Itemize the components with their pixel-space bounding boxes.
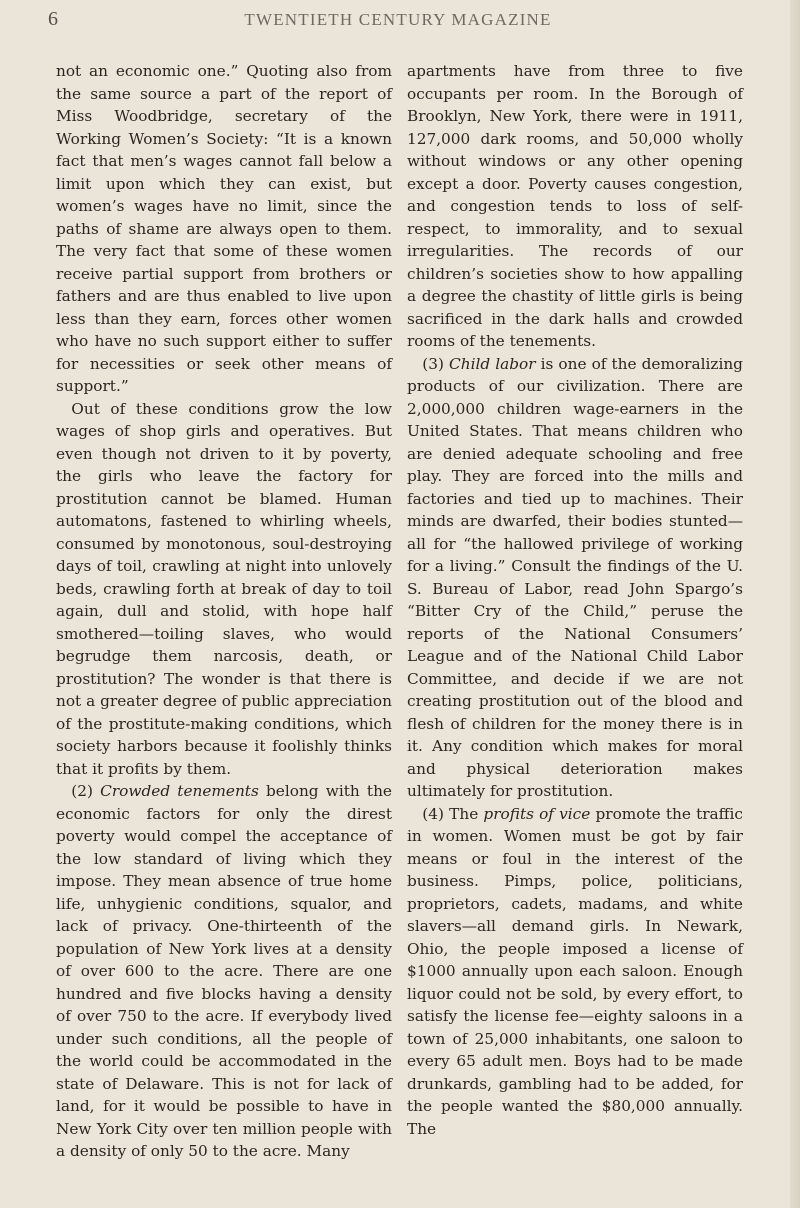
page-edge: [790, 0, 800, 1208]
page-header: [48, 8, 748, 36]
right-paragraph-3-text: promote the traffic in women. Women must be got by fair means or foul in the interest of the business. Pimps, police, politicians, proprietors, cadets, madams, and white slavers—all demand girls. In Newark, Ohio, the people imposed a license of $1000 annually upon each saloon. Enough liquor could not be sold, by every effort, to satisfy the license fee—eighty saloons in a town of 25,000 inhabitants, one saloon to every 65 adult men. Boys had to be made drunkards, gambling had to be added, for the people wanted the $80,000 annually. The: [407, 804, 743, 1138]
running-head: TWENTIETH CENTURY MAGAZINE: [244, 10, 552, 29]
page-number: 6: [48, 8, 58, 30]
right-paragraph-2: [407, 353, 743, 803]
left-paragraph-2: Out of these conditions grow the low wages of shop girls and operatives. But even though not driven to it by poverty, the girls who leave the factory for prostitution cannot be blamed. Human automatons, fastened to whirling wheels, consumed by monotonous, soul-destroying days of toil, crawling at night into unlovely beds, crawling forth at break of day to toil again, dull and stolid, with hope half smothered—toiling slaves, who would begrudge them narcosis, death, or prostitution? The wonder is that there is not a greater degree of public appreciation of the prostitute-making conditions, which society harbors because it foolishly thinks that it profits by them.: [56, 399, 392, 778]
left-paragraph-1: not an economic one.” Quoting also from the same source a part of the report of Miss Woodbridge, secretary of the Working Women’s Society: “It is a known fact that men’s wages cannot fall below a limit upon which they can exist, but women’s wages have no limit, since the paths of shame are always open to them. The very fact that some of these women receive partial support from brothers or fathers and are thus enabled to live upon less than they earn, forces other women who have no such support either to suffer for necessities or seek other means of support.”: [56, 62, 392, 395]
left-paragraph-3-text: belong with the economic factors for only the direst poverty would compel the acceptance of the low standard of living which they impose. They mean absence of true home life, unhygienic conditions, squalor, and lack of privacy. One-thirteenth of the population of New York lives at a density of over 600 to the acre. There are one hundred and five blocks having a density of over 750 to the acre. If everybody lived under such conditions, all the people of the world could be accommodated in the state of Delaware. This is not for lack of land, for it would be possible to have in New York City over ten million people with a density of only 50 to the acre. Many: [56, 782, 392, 1160]
left-paragraph-3: [56, 780, 392, 1163]
right-paragraph-3: [407, 803, 743, 1141]
left-column: [56, 60, 392, 1163]
crowded-tenements-heading: Crowded tenements: [100, 782, 259, 800]
right-column: [407, 60, 743, 1140]
profits-of-vice-heading: profits of vice: [483, 804, 591, 823]
item-number-2: (2): [71, 782, 93, 800]
right-paragraph-3-pre: The: [449, 804, 479, 823]
item-number-3: (3): [422, 354, 444, 373]
right-paragraph-1: apartments have from three to five occupants per room. In the Borough of Brooklyn, New York, there were in 1911, 127,000 dark rooms, and 50,000 wholly without windows or any other opening except a door. Poverty causes congestion, and congestion tends to loss of self-respect, to immorality, and to sexual irregularities. The records of our children’s societies show to how appalling a degree the chastity of little girls is being sacrificed in the dark halls and crowded rooms of the tenements.: [407, 62, 743, 350]
child-labor-heading: Child labor: [449, 354, 536, 373]
item-number-4: (4): [422, 804, 444, 823]
right-paragraph-2-text: is one of the demoralizing products of our civilization. There are 2,000,000 children wage-earners in the United States. That means children who are denied adequate schooling and free play. They are forced into the mills and factories and tied up to machines. Their minds are dwarfed, their bodies stunted—all for “the hallowed privilege of working for a living.” Consult the findings of the U. S. Bureau of Labor, read John Spargo’s “Bitter Cry of the Child,” peruse the reports of the National Consumers’ League and of the National Child Labor Committee, and decide if we are not creating prostitution out of the blood and flesh of children for the money there is in it. Any condition which makes for moral and physical deterioration makes ultimately for prostitution.: [407, 354, 743, 800]
